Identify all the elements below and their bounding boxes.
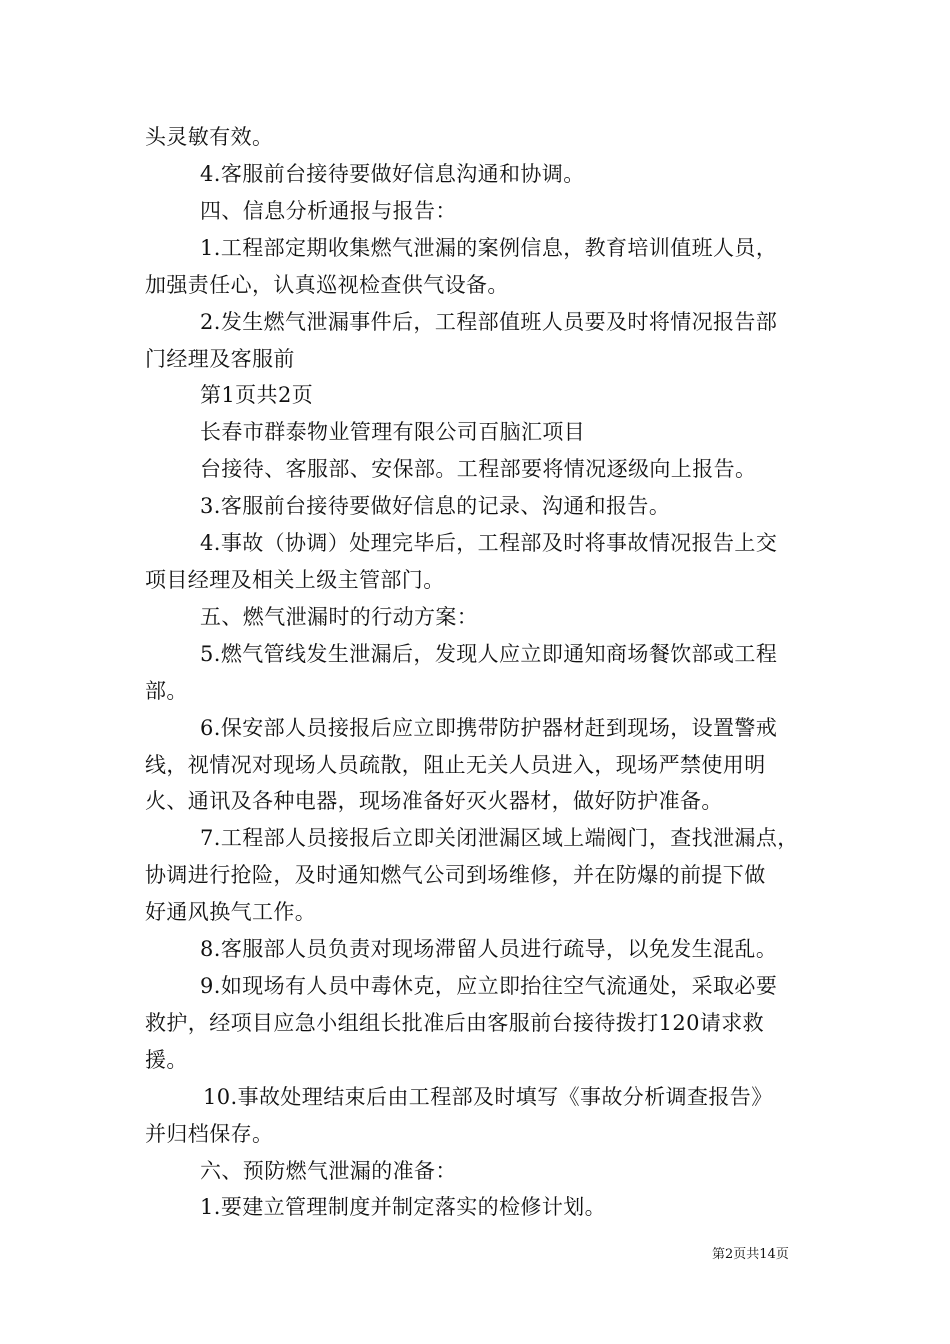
text-line: 8.客服部人员负责对现场滞留人员进行疏导，以免发生混乱。 bbox=[200, 937, 778, 961]
text-line: 火、通讯及各种电器，现场准备好灭火器材，做好防护准备。 bbox=[145, 789, 723, 813]
section-heading: 四、信息分析通报与报告： bbox=[200, 199, 457, 223]
section-heading: 六、预防燃气泄漏的准备： bbox=[200, 1159, 457, 1183]
inline-page-number: 第1页共2页 bbox=[200, 383, 314, 407]
text-line: 9.如现场有人员中毒休克，应立即抬往空气流通处，采取必要 bbox=[200, 974, 778, 998]
text-line: 4.事故（协调）处理完毕后，工程部及时将事故情况报告上交 bbox=[200, 531, 778, 555]
text-line: 门经理及客服前 bbox=[145, 347, 295, 371]
text-line: 部。 bbox=[145, 679, 188, 703]
text-line: 头灵敏有效。 bbox=[145, 125, 274, 149]
company-header: 长春市群泰物业管理有限公司百脑汇项目 bbox=[200, 420, 586, 444]
text-line: 好通风换气工作。 bbox=[145, 900, 317, 924]
text-line: 10.事故处理结束后由工程部及时填写《事故分析调查报告》 bbox=[203, 1085, 773, 1109]
text-line: 协调进行抢险，及时通知燃气公司到场维修，并在防爆的前提下做 bbox=[145, 863, 766, 887]
text-line: 1.要建立管理制度并制定落实的检修计划。 bbox=[200, 1195, 607, 1219]
text-line: 援。 bbox=[145, 1048, 188, 1072]
text-line: 5.燃气管线发生泄漏后，发现人应立即通知商场餐饮部或工程 bbox=[200, 642, 778, 666]
text-line: 加强责任心，认真巡视检查供气设备。 bbox=[145, 273, 509, 297]
text-line: 救护，经项目应急小组组长批准后由客服前台接待拨打120请求救 bbox=[145, 1011, 765, 1035]
text-line: 7.工程部人员接报后立即关闭泄漏区域上端阀门，查找泄漏点， bbox=[200, 826, 799, 850]
text-line: 6.保安部人员接报后应立即携带防护器材赶到现场，设置警戒 bbox=[200, 716, 778, 740]
section-heading: 五、燃气泄漏时的行动方案： bbox=[200, 605, 479, 629]
text-line: 台接待、客服部、安保部。工程部要将情况逐级向上报告。 bbox=[200, 457, 757, 481]
text-line: 2.发生燃气泄漏事件后，工程部值班人员要及时将情况报告部 bbox=[200, 310, 778, 334]
text-line: 1.工程部定期收集燃气泄漏的案例信息，教育培训值班人员， bbox=[200, 236, 778, 260]
page-footer: 第2页共14页 bbox=[712, 1247, 789, 1262]
text-line: 线，视情况对现场人员疏散，阻止无关人员进入，现场严禁使用明 bbox=[145, 753, 766, 777]
text-line: 4.客服前台接待要做好信息沟通和协调。 bbox=[200, 162, 585, 186]
text-line: 并归档保存。 bbox=[145, 1122, 274, 1146]
text-line: 3.客服前台接待要做好信息的记录、沟通和报告。 bbox=[200, 494, 671, 518]
text-line: 项目经理及相关上级主管部门。 bbox=[145, 568, 445, 592]
